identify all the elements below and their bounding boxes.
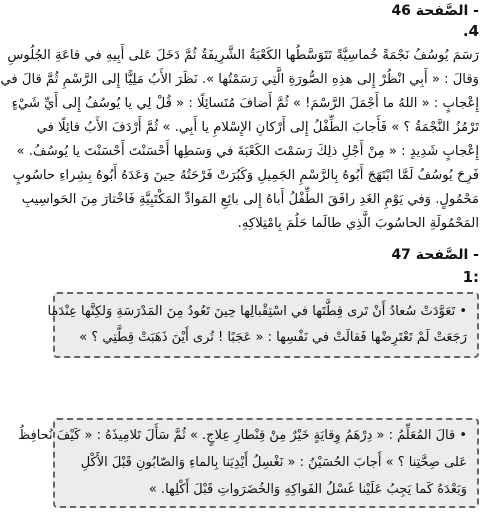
- story-line-4: تَرْمُزُ النَّجْمَةُ ؟ » فَأَجابَ الطِّفْلُ إِلى أَرْكانِ الإِسْلامِ يا أَبِي. » ثُمَّ أَرْدَفَ الأَبُ قائِلًا في: [36, 120, 479, 135]
- exercise-1-line-2: رَجَعَتْ لَمْ تَعْتَرِضْها فَقالَتْ في نَفْسِها : « عَجَبًا ! تُرى أَيْنَ ذَهَبَتْ قِطَّتِي ؟ »: [79, 330, 467, 345]
- story-line-5: إِعْجابٍ شَدِيدٍ : « مِنْ أَجْلِ ذلِكَ رَسَمْتَ الكَعْبَةَ في وَسَطِها أَحْسَنْتَ أَحْسَنْتَ يا يُوسُفُ. »: [16, 144, 479, 159]
- exercise-2-line-2: عَلى صِحَّتِنا ؟ » أَجابَ الحُسَيْنُ : « نَغْسِلُ أَيْدِيَنا بِالماءِ وَالصّابُونِ قَبْلَ الأَكْلِ: [80, 455, 467, 470]
- page-46-heading: - الصَّفحة 46: [391, 3, 479, 19]
- story-line-2: وَقالَ : « أَبِي انْظُرْ إِلى هذِهِ الصُّورَةِ الَّتِي رَسَمْتُها ». نَظَرَ الأَبُ مَلِيًّا إِلى الرَّسْمِ ثُمَّ قالَ في: [0, 72, 479, 87]
- exercise-2-line-3: وَبَعْدَهُ كَما يَجِبُ عَلَيْنا غَسْلُ الفَواكِهِ وَالخُضَرَواتِ قَبْلَ أَكْلِها. »: [148, 482, 467, 497]
- page-47-heading: - الصَّفحة 47: [391, 247, 479, 263]
- section-1-label: :1: [462, 268, 479, 286]
- story-line-3: إِعْجابٍ : « اللهُ ما أَجْمَلَ الرَّسْمَ! » ثُمَّ أَضافَ مُتَسائِلًا : « قُلْ لِي يا يُوسُفُ إِلى أَيِّ شَيْءٍ: [11, 96, 479, 111]
- story-line-6: فَرِحَ يُوسُفُ لَمَّا ابْتَهَجَ أَبُوهُ بِالرَّسْمِ الجَمِيلِ وَكَبُرَتْ فَرْحَتُهُ حِينَ وَعَدَهُ أَبُوهُ بِشِراءِ حاسُوبٍ: [12, 168, 479, 183]
- story-line-7: مَحْمُولٍ. وَفي يَوْمِ الغَدِ رافَقَ الطِّفْلُ أَباهُ إِلى بائِعِ المَوادِّ المَكْتَبِيَّةِ فَاخْتارَ مِنَ الحَواسِيبِ: [21, 192, 479, 207]
- exercise-box-1: [47, 292, 479, 358]
- exercise-2-line-1: • قالَ المُعَلِّمُ : « دِرْهَمُ وِقايَةٍ خَيْرٌ مِنْ قِنْطارِ عِلاجٍ. » ثُمَّ سَأَلَ تَلامِيذَهُ : « كَيْفَ نُحافِظُ: [18, 428, 467, 443]
- story-line-8: المَحْمُولَةِ الحاسُوبَ الَّذِي طالَما حَلُمَ بِامْتِلاكِهِ.: [237, 216, 479, 231]
- exercise-1-line-1: • تَعَوَّدَتْ سُعادُ أَنْ تَرى قِطَّتَها في اسْتِقْبالِها حِينَ تَعُودُ مِنَ المَدْرَسَةِ وَلكِنَّها عِنْدَما: [47, 304, 467, 319]
- exercise-box-2: [18, 418, 479, 508]
- story-line-1: رَسَمَ يُوسُفُ نَجْمَةً خُماسِيَّةً تَتَوَسَّطُها الكَعْبَةُ الشَّرِيفَةُ ثُمَّ دَخَلَ عَلى أَبِيهِ في قاعَةِ الجُلُوسِ: [7, 48, 479, 63]
- section-4-label: 4.: [462, 22, 479, 40]
